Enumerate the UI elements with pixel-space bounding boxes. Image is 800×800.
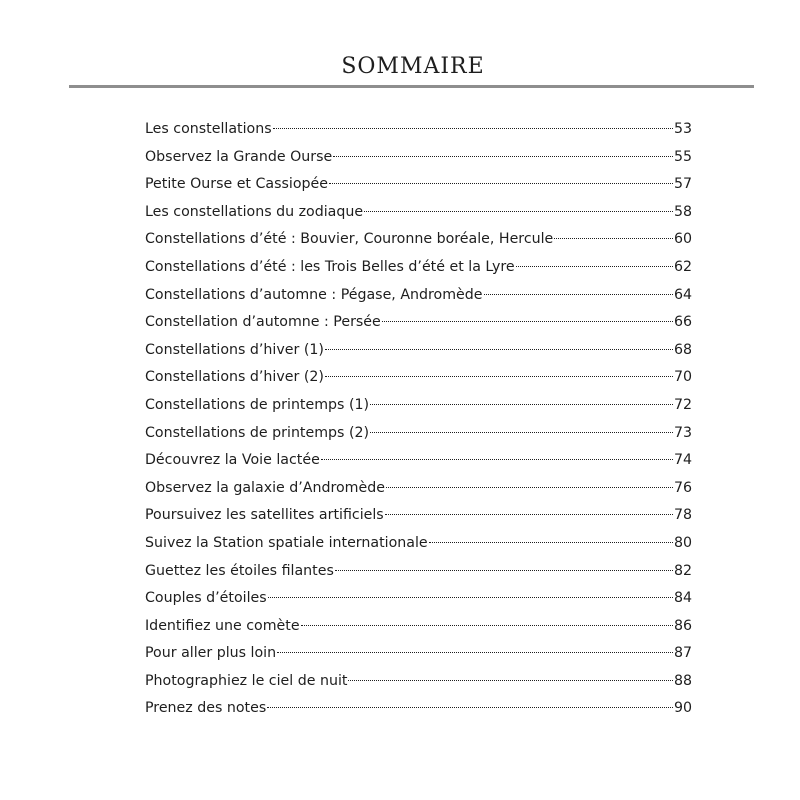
dot-leader	[273, 128, 673, 129]
dot-leader	[364, 211, 673, 212]
page-number: 66	[673, 314, 692, 331]
dot-leader	[429, 542, 673, 543]
page-number: 73	[673, 424, 692, 441]
dot-leader	[382, 321, 673, 322]
entry-title: Constellation d’automne : Persée	[145, 314, 381, 331]
toc-entry	[145, 254, 692, 282]
page-number: 80	[673, 534, 692, 551]
dot-leader	[301, 625, 673, 626]
entry-title: Observez la galaxie d’Andromède	[145, 479, 385, 496]
dot-leader	[335, 570, 673, 571]
entry-title: Les constellations	[145, 121, 272, 137]
page-number: 62	[673, 258, 692, 275]
dot-leader	[370, 404, 673, 405]
toc-entry	[145, 530, 692, 558]
dot-leader	[267, 707, 673, 708]
toc-entry	[145, 475, 692, 503]
toc-entry	[145, 199, 692, 227]
dot-leader	[484, 294, 673, 295]
page-number: 74	[673, 452, 692, 469]
table-of-contents	[145, 116, 692, 723]
toc-entry	[145, 226, 692, 254]
entry-title: Constellations d’hiver (2)	[145, 369, 324, 386]
toc-entry	[145, 585, 692, 613]
page-number: 78	[673, 507, 692, 524]
page-number: 60	[673, 231, 692, 248]
toc-entry	[145, 309, 692, 337]
toc-entry	[145, 640, 692, 668]
dot-leader	[325, 376, 673, 377]
toc-entry	[145, 420, 692, 448]
page-number: 86	[673, 617, 692, 634]
dot-leader	[370, 432, 673, 433]
page-number: 84	[673, 590, 692, 607]
toc-entry	[145, 364, 692, 392]
entry-title: Poursuivez les satellites artificiels	[145, 507, 384, 524]
page-number: 57	[673, 176, 692, 193]
toc-entry	[145, 337, 692, 365]
title-divider	[69, 85, 754, 88]
entry-title: Constellations de printemps (1)	[145, 396, 370, 413]
toc-entry	[145, 392, 692, 420]
page-number: 76	[673, 479, 692, 496]
entry-title: Petite Ourse et Cassiopée	[145, 176, 328, 193]
entry-title: Découvrez la Voie lactée	[145, 452, 320, 469]
toc-entry	[145, 171, 692, 199]
dot-leader	[329, 183, 673, 184]
entry-title: Guettez les étoiles filantes	[145, 562, 334, 579]
dot-leader	[348, 680, 672, 681]
toc-entry	[145, 144, 692, 172]
toc-entry	[145, 282, 692, 310]
page-number: 64	[673, 286, 692, 303]
toc-entry	[145, 502, 692, 530]
entry-title: Les constellations du zodiaque	[145, 203, 364, 220]
dot-leader	[277, 652, 673, 653]
toc-entry	[145, 613, 692, 641]
entry-title: Constellations de printemps (2)	[145, 424, 370, 441]
dot-leader	[268, 597, 673, 598]
page-number: 68	[673, 341, 692, 358]
toc-entry	[145, 558, 692, 586]
page-title: SOMMAIRE	[341, 54, 485, 79]
entry-title: Identifiez une comète	[145, 617, 300, 634]
page-number: 82	[673, 562, 692, 579]
toc-entry	[145, 116, 692, 144]
page-number: 90	[673, 700, 692, 717]
entry-title: Constellations d’été : les Trois Belles d’été et la Lyre	[145, 258, 515, 275]
page-number: 72	[673, 396, 692, 413]
dot-leader	[333, 156, 673, 157]
entry-title: Couples d’étoiles	[145, 590, 267, 607]
dot-leader	[321, 459, 673, 460]
dot-leader	[386, 487, 673, 488]
page-number: 55	[673, 148, 692, 165]
toc-entry	[145, 668, 692, 696]
dot-leader	[516, 266, 673, 267]
page-number: 58	[673, 203, 692, 220]
dot-leader	[554, 238, 673, 239]
dot-leader	[385, 514, 673, 515]
entry-title: Suivez la Station spatiale internationale	[145, 534, 428, 551]
entry-title: Photographiez le ciel de nuit	[145, 672, 348, 689]
toc-entry	[145, 695, 692, 723]
entry-title: Pour aller plus loin	[145, 645, 277, 662]
page-number: 70	[673, 369, 692, 386]
entry-title: Constellations d’été : Bouvier, Couronne boréale, Hercule	[145, 231, 554, 248]
toc-entry	[145, 447, 692, 475]
entry-title: Observez la Grande Ourse	[145, 148, 333, 165]
page-number: 88	[673, 672, 692, 689]
dot-leader	[325, 349, 673, 350]
entry-title: Constellations d’automne : Pégase, Andromède	[145, 286, 483, 303]
page-number: 53	[673, 121, 692, 137]
page-number: 87	[673, 645, 692, 662]
entry-title: Constellations d’hiver (1)	[145, 341, 324, 358]
entry-title: Prenez des notes	[145, 700, 267, 717]
